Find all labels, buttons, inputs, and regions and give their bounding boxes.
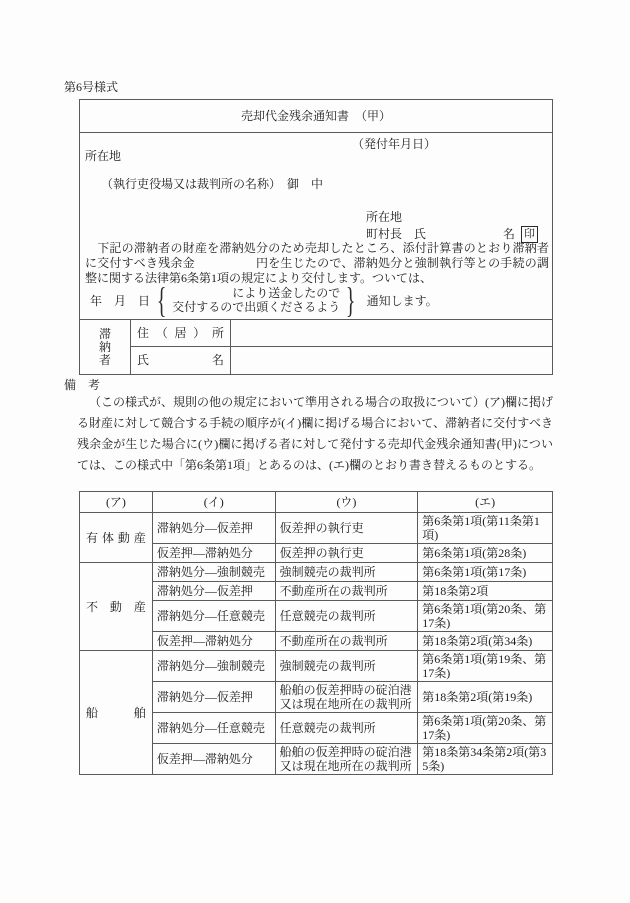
debtor-vertical-label: 滞納者 — [98, 326, 111, 367]
provision-cell: 第6条第1項(第28条) — [418, 544, 553, 563]
sender-name-prefix: 町村長 氏 — [366, 227, 427, 241]
column-header-e: (エ) — [418, 492, 553, 513]
debtor-name-value — [231, 347, 552, 374]
column-header-i: (イ) — [152, 492, 275, 513]
sender-address-label: 所在地 — [366, 210, 403, 224]
recipient-cell: 船舶の仮差押時の碇泊港又は現在地所在の裁判所 — [275, 744, 418, 775]
provision-cell: 第6条第1項(第19条、第17条) — [418, 651, 553, 682]
column-header-u: (ウ) — [275, 492, 418, 513]
debtor-address-value — [231, 320, 552, 347]
substitution-table — [79, 491, 553, 775]
table-header-row — [80, 492, 553, 513]
notice-form-box — [79, 99, 553, 375]
procedure-cell: 仮差押―滞納処分 — [152, 632, 275, 651]
recipient-cell: 不動産所在の裁判所 — [275, 632, 418, 651]
debtor-info-table — [80, 319, 552, 374]
notify-text: 通知します。 — [366, 293, 438, 308]
recipient-cell: 任意競売の裁判所 — [275, 601, 418, 632]
recipient-cell: 任意競売の裁判所 — [275, 713, 418, 744]
seal-mark: 印 — [521, 226, 538, 243]
form-body-paragraph: 下記の滞納者の財産を滞納処分のため売却したところ、添付計算書のとおり滞納者に交付すべき残余金 円を生じたので、滞納処分と強制執行等との手続の調整に関する法律第6条第1項の規定により交付します。ついては、 — [85, 241, 549, 285]
sender-name-suffix: 名 — [502, 227, 515, 241]
provision-cell: 第6条第1項(第20条、第17条) — [418, 713, 553, 744]
close-brace: } — [346, 280, 356, 320]
table-row — [80, 651, 553, 682]
procedure-cell: 仮差押―滞納処分 — [152, 544, 275, 563]
provision-cell: 第18条第34条第2項(第35条) — [418, 744, 553, 775]
provision-cell: 第6条第1項(第20条、第17条) — [418, 601, 553, 632]
procedure-cell: 滞納処分―強制競売 — [152, 563, 275, 582]
column-header-a: (ア) — [80, 492, 153, 513]
remarks-paragraph: （この様式が、規則の他の規定において準用される場合の取扱について）(ア)欄に掲げる財産に対して競合する手続の順序が(イ)欄に掲げる場合において、滞納者に交付すべき残余金が生じた場合に(ウ)欄に掲げる者に対して発付する売却代金残余通知書(甲)については、この様式中「第6条第1項」とあるのは、(エ)欄のとおり書き替えるものとする。 — [77, 395, 553, 472]
debtor-address-label: 住（居）所 — [131, 320, 231, 347]
bracket-option-deliver: 交付するので出頭くださるよう — [172, 300, 341, 314]
date-placeholder: 年 月 日 — [90, 293, 151, 308]
provision-cell: 第6条第1項(第17条) — [418, 563, 553, 582]
issue-date-label: （発付年月日） — [352, 137, 437, 151]
category-cell: 不動産 — [80, 563, 153, 651]
bracket-options — [172, 286, 340, 314]
form-title: 売却代金残余通知書 （甲） — [80, 100, 552, 133]
remarks-heading: 備 考 — [64, 378, 101, 392]
recipient-cell: 不動産所在の裁判所 — [275, 582, 418, 601]
procedure-cell: 仮差押―滞納処分 — [152, 744, 275, 775]
procedure-cell: 滞納処分―仮差押 — [152, 513, 275, 544]
recipient-address-label: 所在地 — [85, 149, 122, 163]
procedure-cell: 滞納処分―任意競売 — [152, 713, 275, 744]
table-row — [80, 563, 553, 582]
open-brace: { — [156, 280, 167, 320]
recipient-cell: 仮差押の執行吏 — [275, 544, 418, 563]
form-number-label: 第6号様式 — [64, 80, 119, 94]
recipient-cell: 強制競売の裁判所 — [275, 563, 418, 582]
recipient-cell: 仮差押の執行吏 — [275, 513, 418, 544]
category-cell: 船舶 — [80, 651, 153, 775]
procedure-cell: 滞納処分―強制競売 — [152, 651, 275, 682]
provision-cell: 第18条第2項(第34条) — [418, 632, 553, 651]
provision-cell: 第18条第2項 — [418, 582, 553, 601]
procedure-cell: 滞納処分―任意競売 — [152, 601, 275, 632]
court-name-line: （執行吏役場又は裁判所の名称） 御 中 — [101, 177, 324, 191]
category-cell: 有体動産 — [80, 513, 153, 563]
debtor-name-label: 氏名 — [131, 347, 231, 374]
recipient-cell: 船舶の仮差押時の碇泊港又は現在地所在の裁判所 — [275, 682, 418, 713]
debtor-group-cell — [80, 320, 131, 374]
table-row — [80, 513, 553, 544]
procedure-cell: 滞納処分―仮差押 — [152, 582, 275, 601]
bracket-option-remit: により送金したので — [232, 286, 341, 300]
date-line — [90, 280, 438, 320]
sender-block — [366, 210, 538, 243]
provision-cell: 第6条第1項(第11条第1項) — [418, 513, 553, 544]
procedure-cell: 滞納処分―仮差押 — [152, 682, 275, 713]
recipient-cell: 強制競売の裁判所 — [275, 651, 418, 682]
provision-cell: 第18条第2項(第19条) — [418, 682, 553, 713]
